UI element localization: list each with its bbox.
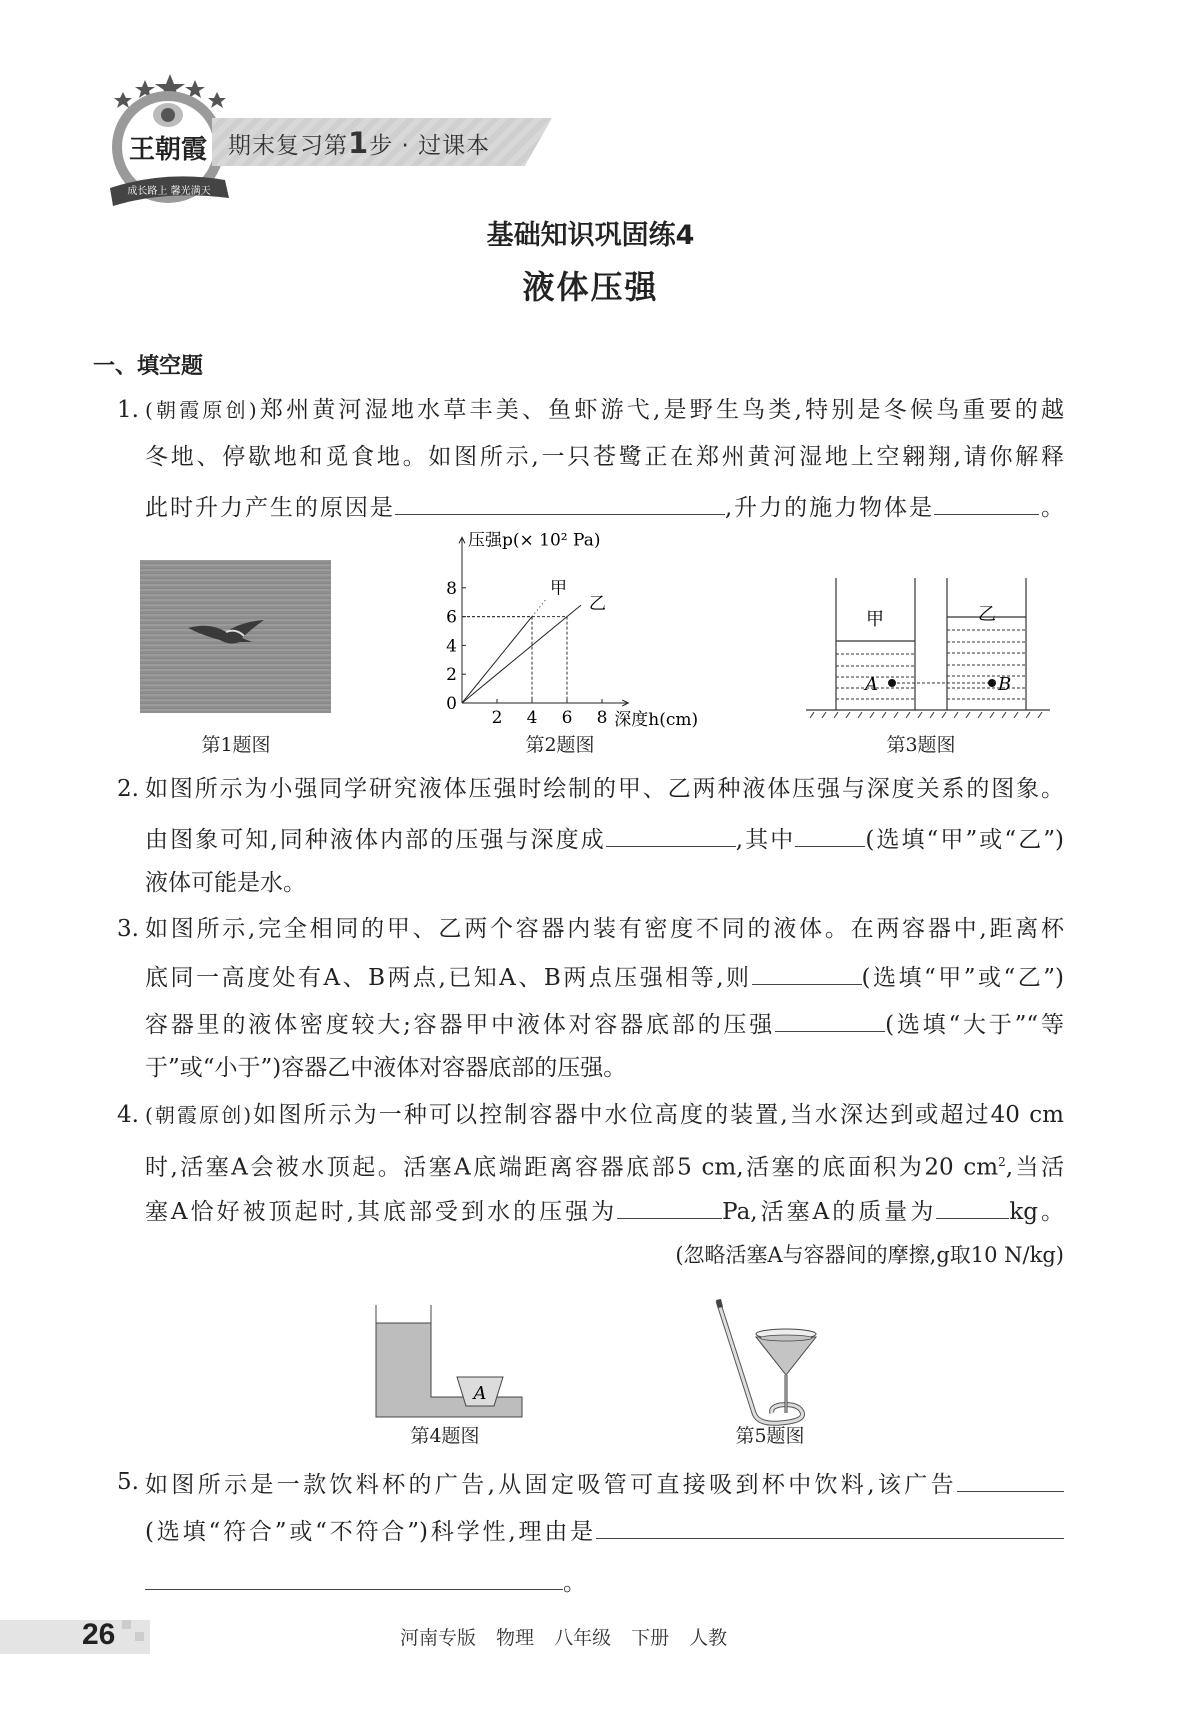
q4-line-3 [145, 1194, 1064, 1224]
y-tick-label: 0 [446, 694, 457, 714]
question-tag: (朝霞原创) [145, 1103, 252, 1127]
point-a-label: A [865, 674, 878, 695]
question-number: 1. [117, 397, 139, 423]
series-label: 乙 [589, 594, 606, 615]
q3-text: 容器里的液体密度较大;容器甲中液体对容器底部的压强 [145, 1012, 776, 1038]
x-tick-label: 6 [561, 708, 573, 728]
q5-text: (选填“符合”或“不符合”)科学性,理由是 [145, 1519, 596, 1545]
q2-text: (选填“甲”或“乙”) [865, 827, 1065, 853]
series-line-jia [462, 617, 532, 703]
figure-caption: 第3题图 [886, 734, 956, 756]
q2-text: ,其中 [735, 827, 796, 853]
q5-line-2 [145, 1514, 1064, 1544]
page-title: 基础知识巩固练4 [486, 220, 695, 251]
q3-text: 底同一高度处有A、B两点,已知A、B两点压强相等,则 [145, 965, 752, 991]
q4-note: (忽略活塞A与容器间的摩擦,g取10 N/kg) [675, 1243, 1064, 1267]
q3-line-2 [145, 960, 1064, 990]
svg-text:成长路上 馨光满天: 成长路上 馨光满天 [127, 186, 211, 197]
answer-blank[interactable] [936, 1194, 1009, 1219]
answer-blank[interactable] [795, 822, 865, 847]
q5-line-1 [145, 1467, 1064, 1497]
series-label: 甲 [550, 578, 567, 599]
heron-icon [140, 560, 331, 713]
q4-line-2 [145, 1147, 1065, 1181]
question-number: 5. [117, 1469, 139, 1495]
q1-text: 郑州黄河湿地水草丰美、鱼虾游弋,是野生鸟类,特别是冬候鸟重要的越 [256, 397, 1064, 423]
q2-line-3: 液体可能是水。 [145, 870, 306, 896]
heron-photo [140, 560, 331, 713]
q3-line-1: 如图所示,完全相同的甲、乙两个容器内装有密度不同的液体。在两容器中,距离杯 [145, 916, 1064, 942]
piston-container-figure [370, 1300, 530, 1425]
answer-blank[interactable] [606, 822, 736, 847]
q1-text: 此时升力产生的原因是 [145, 495, 395, 521]
question-number: 3. [117, 916, 139, 942]
book-info: 河南专版 物理 八年级 下册 人教 [400, 1627, 728, 1649]
figure-caption: 第5题图 [735, 1425, 805, 1447]
y-tick-label: 8 [446, 578, 457, 599]
series-line-extension [567, 605, 581, 617]
header-banner-text [228, 126, 490, 160]
q3-text: (选填“大于”“等 [885, 1012, 1064, 1038]
q1-line-2: 冬地、停歇地和觅食地。如图所示,一只苍鹭正在郑州黄河湿地上空翱翔,请你解释 [145, 444, 1064, 470]
x-tick-label: 2 [491, 708, 503, 728]
container-label-yi: 乙 [978, 604, 996, 625]
q5-text: 。 [563, 1570, 586, 1596]
y-axis-label: 压强p(× 10² Pa) [468, 530, 601, 551]
question-number: 2. [117, 776, 139, 802]
q5-line-3 [145, 1565, 1064, 1595]
q1-text: 。 [1039, 495, 1064, 521]
banner-suffix: 步 · 过课本 [369, 133, 491, 159]
q4-line-1 [145, 1100, 1064, 1130]
figure-caption: 第4题图 [410, 1425, 480, 1447]
superscript: 2 [998, 1155, 1006, 1169]
footer-square-decoration [122, 1620, 131, 1629]
piston-label: A [473, 1383, 487, 1404]
point-b-marker [988, 679, 996, 687]
series-line-yi [462, 617, 567, 703]
point-b-label: B [998, 674, 1012, 695]
x-tick-label: 4 [526, 708, 538, 728]
q3-line-3 [145, 1007, 1064, 1037]
question-tag: (朝霞原创) [145, 398, 257, 422]
page-number: 26 [82, 1618, 116, 1651]
two-containers-figure [800, 570, 1060, 730]
q1-line-3 [145, 490, 1064, 520]
svg-text:王朝霞: 王朝霞 [128, 135, 208, 165]
drink-cup-straw-figure [710, 1295, 820, 1430]
page-subtitle: 液体压强 [522, 268, 659, 306]
answer-blank[interactable] [145, 1565, 563, 1590]
answer-blank[interactable] [934, 490, 1039, 515]
answer-blank[interactable] [395, 490, 725, 515]
answer-blank[interactable] [752, 960, 862, 985]
answer-blank[interactable] [617, 1194, 722, 1219]
q4-text: Pa,活塞A的质量为 [722, 1199, 937, 1225]
section-heading: 一、填空题 [93, 354, 204, 379]
container-label-jia: 甲 [866, 609, 884, 630]
q2-line-2 [145, 822, 1064, 852]
q1-text: ,升力的施力物体是 [724, 495, 935, 521]
footer-square-decoration [135, 1632, 144, 1641]
pressure-depth-chart [430, 530, 760, 735]
y-tick-label: 4 [446, 636, 457, 657]
q4-text: 塞A恰好被顶起时,其底部受到水的压强为 [145, 1199, 618, 1225]
question-number: 4. [117, 1102, 139, 1128]
point-a-marker [888, 679, 896, 687]
q4-text: 如图所示为一种可以控制容器中水位高度的装置,当水深达到或超过40 cm [251, 1102, 1064, 1128]
answer-blank[interactable] [596, 1514, 1064, 1539]
x-axis-label: 深度h(cm) [614, 710, 699, 730]
q1-line-1 [145, 395, 1064, 425]
y-tick-label: 2 [446, 665, 457, 686]
q4-text: 时,活塞A会被水顶起。活塞A底端距离容器底部5 cm,活塞的底面积为20 cm [145, 1154, 999, 1181]
answer-blank[interactable] [775, 1007, 885, 1032]
banner-prefix: 期末复习第 [228, 133, 348, 159]
q3-line-4: 于”或“小于”)容器乙中液体对容器底部的压强。 [145, 1055, 627, 1081]
y-tick-label: 6 [446, 607, 457, 628]
x-tick-label: 8 [596, 708, 608, 728]
series-line-extension [532, 599, 546, 616]
answer-blank[interactable] [957, 1467, 1064, 1492]
banner-step: 1 [348, 126, 370, 160]
q2-text: 由图象可知,同种液体内部的压强与深度成 [145, 827, 606, 853]
figure-caption: 第2题图 [525, 734, 595, 756]
q2-line-1: 如图所示为小强同学研究液体压强时绘制的甲、乙两种液体压强与深度关系的图象。 [145, 776, 1064, 802]
q3-text: (选填“甲”或“乙”) [861, 965, 1064, 991]
q4-text: kg。 [1009, 1199, 1064, 1225]
q5-text: 如图所示是一款饮料杯的广告,从固定吸管可直接吸到杯中饮料,该广告 [145, 1472, 957, 1498]
q4-text: ,当活 [1005, 1154, 1065, 1181]
figure-caption: 第1题图 [201, 734, 271, 756]
